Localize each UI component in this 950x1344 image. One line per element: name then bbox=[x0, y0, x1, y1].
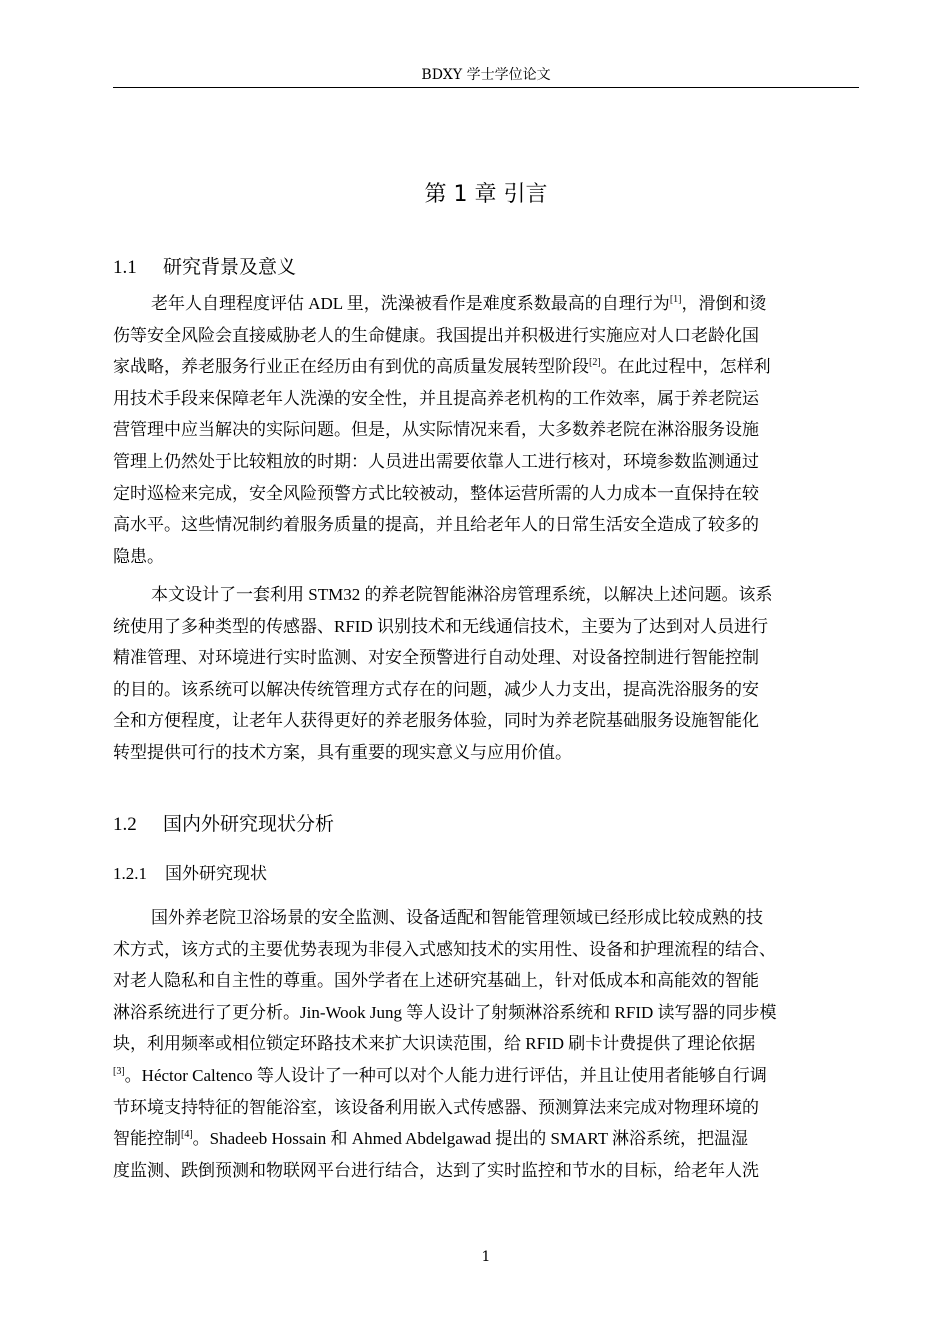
text-span: 智能控制 bbox=[113, 1129, 181, 1149]
text-line: 国外养老院卫浴场景的安全监测、设备适配和智能管理领域已经形成比较成熟的技 bbox=[151, 908, 763, 927]
text-span: ，滑倒和烫 bbox=[681, 294, 767, 313]
text-line: 的目的。该系统可以解决传统管理方式存在的问题，减少人力支出，提高洗浴服务的安 bbox=[113, 679, 759, 699]
citation-ref: [1] bbox=[669, 294, 682, 305]
text-span: 。Shadeeb Hossain 和 Ahmed Abdelgawad 提出的 SMART 淋浴系统，把温湿 bbox=[192, 1129, 749, 1149]
text-line: 全和方便程度，让老年人获得更好的养老服务体验，同时为养老院基础服务设施智能化 bbox=[113, 711, 759, 731]
text-line bbox=[113, 351, 859, 383]
text-line: 伤等安全风险会直接威胁老人的生命健康。我国提出并积极进行实施应对人口老龄化国 bbox=[113, 325, 759, 345]
text-line: 统使用了多种类型的传感器、RFID 识别技术和无线通信技术，主要为了达到对人员进行 bbox=[113, 616, 768, 636]
subsection-heading-1-2-1 bbox=[113, 862, 267, 886]
section-number: 1.1 bbox=[113, 257, 137, 278]
citation-ref: [2] bbox=[589, 357, 601, 369]
text-line: 高水平。这些情况制约着服务质量的提高，并且给老年人的日常生活安全造成了较多的 bbox=[113, 515, 759, 535]
running-header: BDXY 学士学位论文 bbox=[421, 67, 551, 83]
citation-ref: [4] bbox=[181, 1129, 193, 1141]
text-line: 隐患。 bbox=[113, 546, 164, 566]
text-line: 管理上仍然处于比较粗放的时期：人员进出需要依靠人工进行核对，环境参数监测通过 bbox=[113, 451, 759, 471]
paragraph-background bbox=[113, 288, 859, 572]
text-line: 度监测、跌倒预测和物联网平台进行结合，达到了实时监控和节水的目标，给老年人洗 bbox=[113, 1160, 759, 1180]
section-title: 研究背景及意义 bbox=[163, 256, 297, 278]
section-title: 国内外研究现状分析 bbox=[163, 813, 335, 835]
text-line: 对老人隐私和自主性的尊重。国外学者在上述研究基础上，针对低成本和高能效的智能 bbox=[113, 971, 759, 991]
text-line: 节环境支持特征的智能浴室，该设备利用嵌入式传感器、预测算法来完成对物理环境的 bbox=[113, 1097, 759, 1117]
chapter-title: 第 1 章 引言 bbox=[424, 182, 548, 207]
header-rule bbox=[113, 87, 859, 88]
text-line: 块，利用频率或相位锁定环路技术来扩大识读范围，给 RFID 刷卡计费提供了理论依据 bbox=[113, 1034, 756, 1054]
text-span: 家战略，养老服务行业正在经历由有到优的高质量发展转型阶段 bbox=[113, 357, 589, 377]
text-span: 。在此过程中，怎样利 bbox=[600, 357, 771, 377]
subsection-number: 1.2.1 bbox=[113, 864, 147, 883]
section-number: 1.2 bbox=[113, 814, 137, 835]
text-line: 营管理中应当解决的实际问题。但是，从实际情况来看，大多数养老院在淋浴服务设施 bbox=[113, 420, 759, 440]
text-line: 术方式，该方式的主要优势表现为非侵入式感知技术的实用性、设备和护理流程的结合、 bbox=[113, 939, 776, 959]
paragraph-system-design bbox=[113, 579, 859, 769]
text-line: 本文设计了一套利用 STM32 的养老院智能淋浴房管理系统，以解决上述问题。该系 bbox=[151, 585, 773, 604]
paragraph-foreign-research bbox=[113, 902, 859, 1186]
text-line: 淋浴系统进行了更分析。Jin-Wook Jung 等人设计了射频淋浴系统和 RFID 读写器的同步模 bbox=[113, 1002, 777, 1022]
text-line bbox=[113, 288, 859, 320]
text-line: 精准管理、对环境进行实时监测、对安全预警进行自动处理、对设备控制进行智能控制 bbox=[113, 648, 759, 668]
citation-ref: [3] bbox=[113, 1065, 125, 1077]
text-span: 老年人自理程度评估 ADL 里，洗澡被看作是难度系数最高的自理行为 bbox=[151, 294, 670, 313]
text-line bbox=[113, 1123, 859, 1155]
page-number: 1 bbox=[481, 1249, 491, 1265]
section-heading-1-2 bbox=[113, 811, 334, 838]
subsection-title: 国外研究现状 bbox=[165, 864, 267, 884]
text-span: 。Héctor Caltenco 等人设计了一种可以对个人能力进行评估，并且让使用者能够自行调 bbox=[124, 1065, 767, 1085]
text-line: 定时巡检来完成，安全风险预警方式比较被动，整体运营所需的人力成本一直保持在较 bbox=[113, 483, 759, 503]
text-line: 转型提供可行的技术方案，具有重要的现实意义与应用价值。 bbox=[113, 742, 572, 762]
text-line bbox=[113, 1060, 859, 1092]
text-line: 用技术手段来保障老年人洗澡的安全性，并且提高养老机构的工作效率，属于养老院运 bbox=[113, 388, 759, 408]
section-heading-1-1 bbox=[113, 254, 296, 281]
